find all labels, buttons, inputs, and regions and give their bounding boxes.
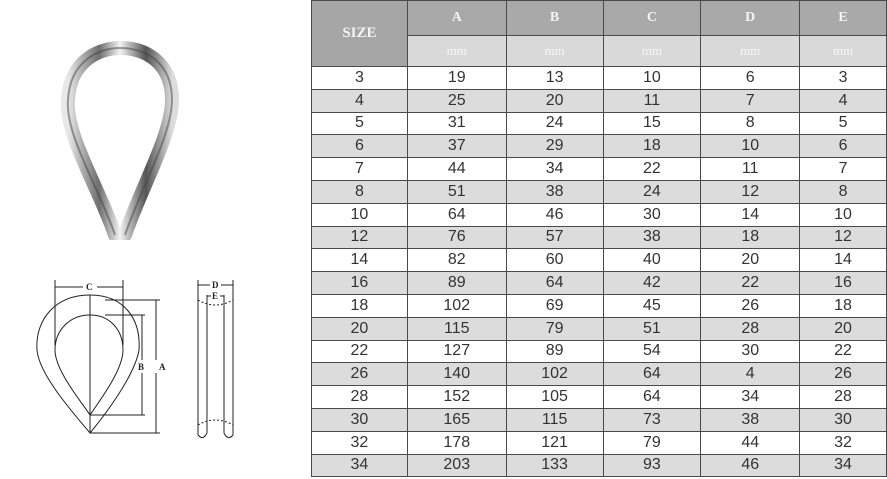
dimension-cell: 46 bbox=[506, 203, 603, 226]
dimension-cell: 19 bbox=[407, 67, 506, 90]
dimension-d-label: D bbox=[212, 280, 219, 290]
dimension-cell: 64 bbox=[506, 272, 603, 295]
dimension-cell: 89 bbox=[506, 340, 603, 363]
dimension-cell: 102 bbox=[506, 363, 603, 386]
table-row bbox=[312, 112, 887, 135]
dimension-a-label: A bbox=[159, 362, 166, 372]
dimension-cell: 54 bbox=[603, 340, 701, 363]
dimension-cell: 4 bbox=[701, 363, 800, 386]
unit-a: mm bbox=[407, 36, 506, 67]
table-row bbox=[312, 408, 887, 431]
table-row bbox=[312, 135, 887, 158]
table-row bbox=[312, 203, 887, 226]
dimension-cell: 32 bbox=[800, 431, 887, 454]
column-header-c: C bbox=[603, 1, 701, 36]
dimension-cell: 13 bbox=[506, 67, 603, 90]
dimension-e-label: E bbox=[212, 291, 219, 301]
dimension-cell: 8 bbox=[701, 112, 800, 135]
dimension-cell: 6 bbox=[800, 135, 887, 158]
dimension-cell: 22 bbox=[603, 158, 701, 181]
dimension-cell: 20 bbox=[701, 249, 800, 272]
thimble-photo bbox=[60, 40, 180, 240]
table-row bbox=[312, 294, 887, 317]
dimension-cell: 140 bbox=[407, 363, 506, 386]
dimension-cell: 44 bbox=[701, 431, 800, 454]
size-cell: 20 bbox=[312, 317, 408, 340]
side-view-drawing bbox=[193, 275, 238, 445]
size-cell: 8 bbox=[312, 180, 408, 203]
size-cell: 14 bbox=[312, 249, 408, 272]
dimension-cell: 3 bbox=[800, 67, 887, 90]
dimension-cell: 69 bbox=[506, 294, 603, 317]
dimension-cell: 64 bbox=[603, 363, 701, 386]
size-cell: 30 bbox=[312, 408, 408, 431]
unit-d: mm bbox=[701, 36, 800, 67]
dimension-cell: 82 bbox=[407, 249, 506, 272]
table-row bbox=[312, 158, 887, 181]
column-header-b: B bbox=[506, 1, 603, 36]
table-row bbox=[312, 431, 887, 454]
size-cell: 18 bbox=[312, 294, 408, 317]
column-header-e: E bbox=[800, 1, 887, 36]
size-cell: 16 bbox=[312, 272, 408, 295]
dimension-cell: 51 bbox=[603, 317, 701, 340]
table-row bbox=[312, 226, 887, 249]
dimension-cell: 11 bbox=[603, 89, 701, 112]
size-cell: 22 bbox=[312, 340, 408, 363]
dimension-cell: 60 bbox=[506, 249, 603, 272]
dimension-cell: 7 bbox=[800, 158, 887, 181]
dimension-cell: 18 bbox=[701, 226, 800, 249]
table-row bbox=[312, 67, 887, 90]
table-row bbox=[312, 340, 887, 363]
table-row bbox=[312, 386, 887, 409]
table-body bbox=[312, 67, 887, 477]
dimension-cell: 152 bbox=[407, 386, 506, 409]
dimension-cell: 105 bbox=[506, 386, 603, 409]
unit-c: mm bbox=[603, 36, 701, 67]
dimension-b-label: B bbox=[138, 362, 145, 372]
dimension-cell: 51 bbox=[407, 180, 506, 203]
dimension-cell: 14 bbox=[800, 249, 887, 272]
size-cell: 12 bbox=[312, 226, 408, 249]
dimension-cell: 10 bbox=[800, 203, 887, 226]
dimension-cell: 30 bbox=[701, 340, 800, 363]
dimension-cell: 89 bbox=[407, 272, 506, 295]
dimension-cell: 30 bbox=[603, 203, 701, 226]
dimension-cell: 34 bbox=[800, 454, 887, 477]
dimension-cell: 46 bbox=[701, 454, 800, 477]
dimension-cell: 20 bbox=[506, 89, 603, 112]
size-cell: 34 bbox=[312, 454, 408, 477]
dimension-cell: 93 bbox=[603, 454, 701, 477]
front-view-drawing bbox=[35, 275, 175, 445]
size-cell: 26 bbox=[312, 363, 408, 386]
dimension-cell: 115 bbox=[407, 317, 506, 340]
dimension-cell: 29 bbox=[506, 135, 603, 158]
dimension-cell: 45 bbox=[603, 294, 701, 317]
dimension-cell: 40 bbox=[603, 249, 701, 272]
dimension-cell: 4 bbox=[800, 89, 887, 112]
dimension-cell: 76 bbox=[407, 226, 506, 249]
table-row bbox=[312, 89, 887, 112]
dimension-cell: 10 bbox=[701, 135, 800, 158]
dimension-cell: 26 bbox=[701, 294, 800, 317]
dimension-cell: 79 bbox=[506, 317, 603, 340]
dimension-cell: 18 bbox=[800, 294, 887, 317]
dimension-cell: 22 bbox=[800, 340, 887, 363]
dimension-cell: 127 bbox=[407, 340, 506, 363]
dimension-cell: 102 bbox=[407, 294, 506, 317]
dimension-cell: 37 bbox=[407, 135, 506, 158]
size-cell: 32 bbox=[312, 431, 408, 454]
dimension-cell: 22 bbox=[701, 272, 800, 295]
column-header-a: A bbox=[407, 1, 506, 36]
dimension-cell: 12 bbox=[701, 180, 800, 203]
dimension-cell: 165 bbox=[407, 408, 506, 431]
dimension-cell: 10 bbox=[603, 67, 701, 90]
table-row bbox=[312, 363, 887, 386]
size-cell: 28 bbox=[312, 386, 408, 409]
dimension-cell: 6 bbox=[701, 67, 800, 90]
table-row bbox=[312, 249, 887, 272]
dimension-cell: 115 bbox=[506, 408, 603, 431]
dimension-cell: 73 bbox=[603, 408, 701, 431]
size-cell: 4 bbox=[312, 89, 408, 112]
size-cell: 6 bbox=[312, 135, 408, 158]
dimension-cell: 203 bbox=[407, 454, 506, 477]
dimension-cell: 121 bbox=[506, 431, 603, 454]
dimension-cell: 79 bbox=[603, 431, 701, 454]
dimension-c-label: C bbox=[86, 282, 93, 292]
dimension-cell: 30 bbox=[800, 408, 887, 431]
size-header: SIZE bbox=[312, 1, 408, 67]
dimension-cell: 16 bbox=[800, 272, 887, 295]
size-cell: 10 bbox=[312, 203, 408, 226]
table-row bbox=[312, 272, 887, 295]
dimension-cell: 24 bbox=[506, 112, 603, 135]
dimension-cell: 14 bbox=[701, 203, 800, 226]
dimension-cell: 28 bbox=[800, 386, 887, 409]
table-row bbox=[312, 317, 887, 340]
dimension-cell: 25 bbox=[407, 89, 506, 112]
dimension-cell: 7 bbox=[701, 89, 800, 112]
dimension-cell: 12 bbox=[800, 226, 887, 249]
dimension-cell: 64 bbox=[603, 386, 701, 409]
dimension-cell: 11 bbox=[701, 158, 800, 181]
dimension-cell: 20 bbox=[800, 317, 887, 340]
dimension-cell: 31 bbox=[407, 112, 506, 135]
unit-b: mm bbox=[506, 36, 603, 67]
size-cell: 7 bbox=[312, 158, 408, 181]
dimension-cell: 5 bbox=[800, 112, 887, 135]
dimension-cell: 57 bbox=[506, 226, 603, 249]
dimension-cell: 38 bbox=[701, 408, 800, 431]
dimension-cell: 38 bbox=[603, 226, 701, 249]
dimension-cell: 34 bbox=[701, 386, 800, 409]
size-cell: 3 bbox=[312, 67, 408, 90]
unit-e: mm bbox=[800, 36, 887, 67]
dimension-cell: 64 bbox=[407, 203, 506, 226]
dimension-cell: 24 bbox=[603, 180, 701, 203]
dimension-cell: 44 bbox=[407, 158, 506, 181]
dimension-cell: 18 bbox=[603, 135, 701, 158]
dimension-cell: 8 bbox=[800, 180, 887, 203]
table-row bbox=[312, 180, 887, 203]
dimension-cell: 26 bbox=[800, 363, 887, 386]
dimension-cell: 38 bbox=[506, 180, 603, 203]
size-cell: 5 bbox=[312, 112, 408, 135]
dimension-cell: 178 bbox=[407, 431, 506, 454]
dimension-cell: 15 bbox=[603, 112, 701, 135]
dimension-cell: 28 bbox=[701, 317, 800, 340]
thimble-size-table bbox=[311, 0, 887, 477]
dimension-cell: 42 bbox=[603, 272, 701, 295]
dimension-cell: 34 bbox=[506, 158, 603, 181]
column-header-d: D bbox=[701, 1, 800, 36]
dimension-cell: 133 bbox=[506, 454, 603, 477]
table-row bbox=[312, 454, 887, 477]
